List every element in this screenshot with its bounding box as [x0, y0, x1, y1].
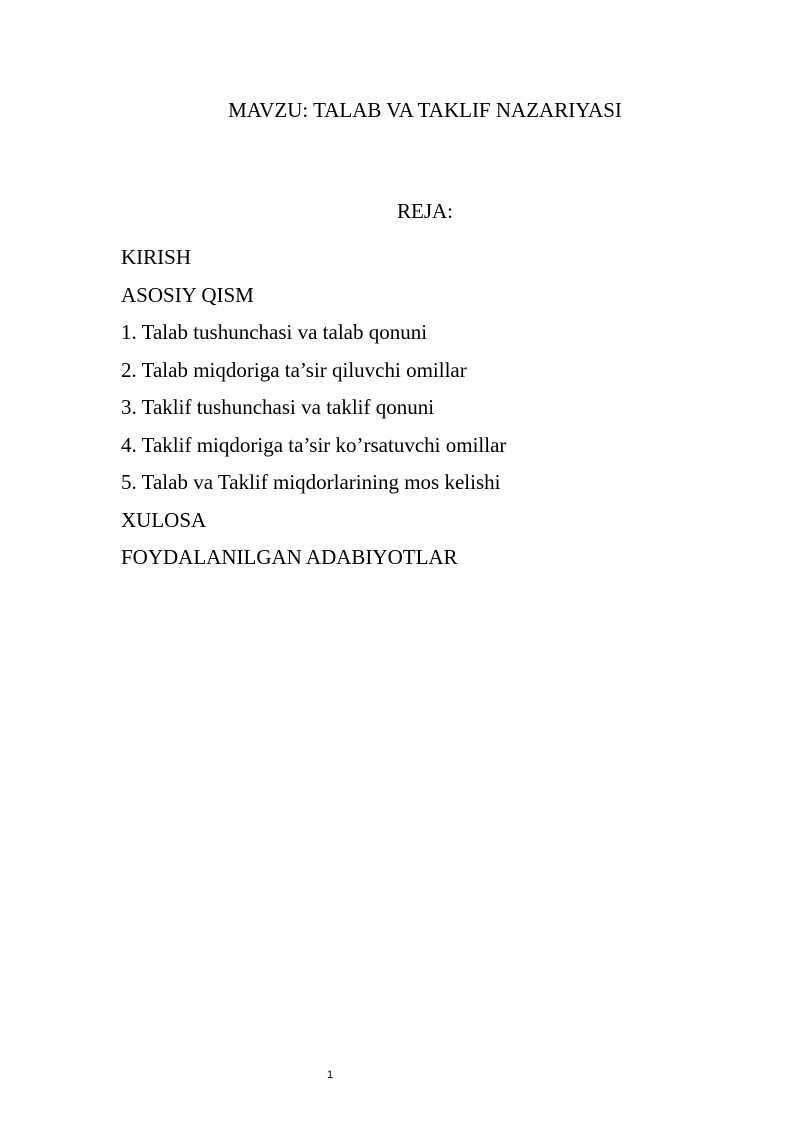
plan-item-4: 4. Taklif miqdoriga ta’sir ko’rsatuvchi omillar — [121, 432, 507, 457]
plan-item-xulosa: XULOSA — [121, 507, 207, 532]
plan-item-2: 2. Talab miqdoriga ta’sir qiluvchi omillar — [121, 357, 467, 382]
plan-item-1: 1. Talab tushunchasi va talab qonuni — [121, 320, 428, 344]
plan-list — [121, 243, 506, 581]
plan-item-kirish: KIRISH — [121, 245, 192, 269]
plan-item-asosiy-qism: ASOSIY QISM — [121, 282, 254, 307]
page-number: 1 — [326, 1069, 334, 1081]
plan-item-3: 3. Taklif tushunchasi va taklif qonuni — [121, 395, 435, 419]
plan-item-5: 5. Talab va Taklif miqdorlarining mos kelishi — [121, 470, 501, 494]
plan-heading: REJA: — [397, 199, 454, 223]
document-title: MAVZU: TALAB VA TAKLIF NAZARIYASI — [228, 98, 622, 122]
plan-item-adabiyotlar: FOYDALANILGAN ADABIYOTLAR — [121, 545, 458, 569]
